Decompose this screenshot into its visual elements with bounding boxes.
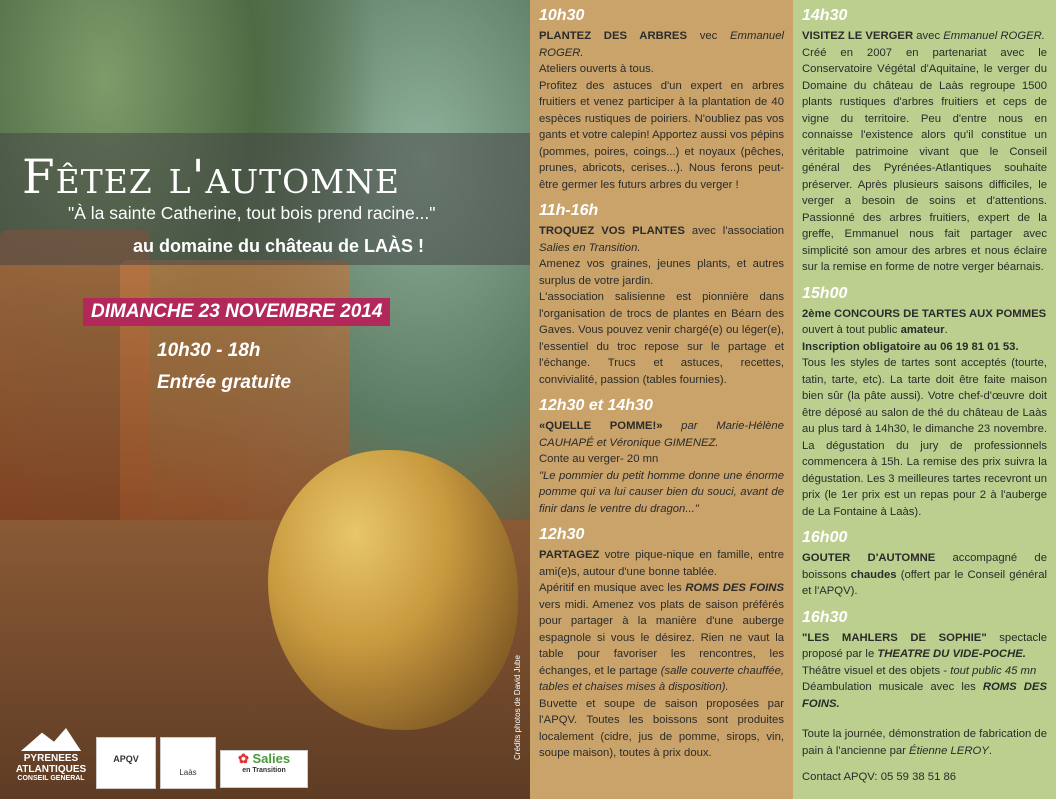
salies-logo-text: Salies [252, 751, 291, 766]
event-title: TROQUEZ VOS PLANTES [539, 225, 685, 237]
event-time: 11h-16h [539, 202, 599, 219]
event-block [539, 396, 784, 517]
poster-domain: au domaine du château de LAÀS ! [133, 236, 425, 256]
event-time: 16h30 [802, 608, 848, 626]
footer-block [802, 726, 1047, 786]
event-text: Conte au verger- 20 mn [539, 453, 659, 465]
registration-phone: Inscription obligatoire au 06 19 81 01 53. [802, 340, 1019, 353]
event-block [539, 6, 784, 193]
event-time: 10h30 [539, 7, 585, 24]
event-text: spectacle proposé par le [802, 631, 1047, 660]
event-time: 15h00 [802, 284, 848, 302]
event-text: avec [913, 30, 944, 42]
event-text: par [662, 420, 717, 432]
photo-credit: Crédits photos de David Jube [513, 655, 522, 760]
event-title: PLANTEZ DES ARBRES [539, 30, 688, 42]
event-description: "Le pommier du petit homme donne une énorme pomme qui va lui causer bien du souci, avant de finir dans le ventre du dragon..." [539, 469, 784, 515]
pyrenees-logo-subtext: CONSEIL GENERAL [17, 775, 85, 782]
event-text: ouvert à tout public [802, 324, 901, 336]
event-description: Buvette et soupe de saison proposées par l'APQV. Toutes les boissons sont produites localement (cidre, jus de pomme, sirops, vin, soupe maison), toutes à prix doux. [539, 697, 784, 759]
footer-text: Toute la journée, démonstration de fabrication de pain à l'ancienne par [802, 728, 1047, 757]
poster-date: DIMANCHE 23 NOVEMBRE 2014 [83, 298, 390, 326]
event-block [539, 525, 784, 762]
event-block [802, 608, 1047, 713]
event-text: Ateliers ouverts à tous. [539, 63, 654, 75]
event-text: amateur [900, 324, 945, 336]
event-text: (offert par le Conseil général et l'APQV). [802, 568, 1047, 597]
event-note: (salle couverte chauffée, tables et chaises mises à disposition). [539, 664, 784, 693]
baker-name: Étienne LEROY [909, 744, 989, 757]
event-host: Marie-Hélène CAUHAPÉ et Véronique GIMENEZ. [539, 420, 784, 449]
event-host: Salies en Transition. [539, 241, 641, 254]
flower-icon: ✿ [237, 751, 249, 766]
event-block [802, 6, 1047, 276]
footer-text: . [988, 744, 992, 757]
theatre-name: THEATRE DU VIDE-POCHE. [877, 648, 1026, 660]
event-description: Profitez des astuces d'un expert en arbres fruitiers et venez participer à la plantation de 40 espèces rustiques de poiriers. N'oubliez pas vos gants et votre calepin! Apportez aussi vos pépins (pommes, poires, coings...) et noyaux (pêches, prunes, abricots, cerises...). Nous ferons peut-être germer les futurs arbres du verger ! [539, 79, 784, 191]
poster-quote: "À la sainte Catherine, tout bois prend racine..." [68, 203, 436, 223]
event-description: Créé en 2007 en partenariat avec le Conservatoire Végétal d'Aquitaine, le verger du Domaine du château de Laàs regroupe 1500 plants rustiques d'arbres fruitiers et ceps de vigne du territoire. Peu d'entre nous en connaisse l'existence alors qu'il constitue un véritable patrimoine vivant que le Conseil général des Pyrénées-Atlantiques souhaite préserver. Après plusieurs saisons difficiles, le verger a besoin de soins et d'attentions. Passionné des arbres fruitiers, expert de la greffe, Emmanuel nous fait partager avec simplicité son amour des arbres et nous éclaire sur la remise en forme de notre verger béarnais. [802, 46, 1047, 273]
event-time: 14h30 [802, 7, 848, 24]
event-text: Apéritif en musique avec les [539, 582, 686, 594]
event-block [802, 528, 1047, 600]
poster-hours: 10h30 - 18h [157, 340, 261, 361]
event-text: accompagné de boissons [802, 552, 1047, 581]
event-text: vers midi. Amenez vos plats de saison préférés pour partager à la manière d'une auberge espagnole si vous le désirez. Rien ne vaut la table pour favoriser les rencontres, les échanges, et le partage [539, 598, 784, 677]
event-block [539, 201, 784, 388]
event-time: 12h30 et 14h30 [539, 397, 653, 414]
poster-entry: Entrée gratuite [157, 372, 292, 393]
salies-logo-subtext: en Transition [242, 767, 286, 774]
event-block [802, 284, 1047, 521]
salies-logo [220, 750, 308, 788]
event-host: Emmanuel ROGER. [943, 30, 1045, 42]
laas-logo [160, 737, 216, 789]
event-description: L'association salisienne est pionnière dans l'organisation de trocs de plantes en Béarn des Gaves. Vous pouvez venir chargé(e) ou léger(e), l'essentiel du troc repose sur le partage et l'échange. Trucs et astuces, recettes, convivialité, passion (tables fournies). [539, 291, 784, 386]
event-text: avec l'association [684, 225, 784, 237]
event-title: VISITEZ LE VERGER [802, 30, 914, 42]
poster-title: Fêtez l'automne [22, 150, 400, 205]
event-text: Déambulation musicale avec les [802, 681, 983, 693]
event-title: GOUTER D'AUTOMNE [802, 552, 936, 564]
event-title: PARTAGEZ [539, 549, 600, 561]
laas-logo-text: Laàs [179, 768, 197, 777]
event-text: chaudes [850, 568, 897, 581]
event-text: Amenez vos graines, jeunes plants, et autres surplus de votre jardin. [539, 258, 784, 287]
event-text: . [944, 324, 948, 336]
contact-phone: Contact APQV: 05 59 38 51 86 [802, 771, 957, 783]
program-column-middle [530, 0, 793, 799]
event-text: vec [687, 30, 730, 42]
apqv-logo-text: APQV [113, 754, 139, 764]
pyrenees-logo [12, 728, 90, 788]
event-text: Théâtre visuel et des objets - [802, 664, 951, 677]
mountain-icon [21, 728, 81, 751]
event-text: tout public 45 mn [950, 664, 1037, 677]
event-time: 16h00 [802, 529, 848, 546]
pyrenees-logo-text: PYRENEES ATLANTIQUES [15, 753, 87, 775]
event-time: 12h30 [539, 526, 585, 543]
band-name: ROMS DES FOINS [685, 582, 785, 594]
event-title: 2ème CONCOURS DE TARTES AUX POMMES [802, 307, 1047, 320]
event-host: Emmanuel ROGER. [539, 30, 784, 59]
band-name: ROMS DES FOINS. [802, 681, 1048, 710]
event-description: Tous les styles de tartes sont acceptés (tourte, tatin, tarte, etc). La tarte doit être faite maison bien sûr (la pâte aussi). Votre chef-d'œuvre doit être déposé au salon de thé du château de Laàs au plus tard à 14h30, le dimanche 23 novembre. La dégustation du jury de professionnels commencera à 15h. La remise des prix suivra la dégustation. Les 3 meilleures tartes recevront un prix (le 1er prix est un repas pour 2 à l'auberge de La Fontaine à Laàs). [802, 357, 1047, 518]
event-title: "LES MAHLERS DE SOPHIE" [802, 631, 987, 644]
apqv-logo [96, 737, 156, 789]
program-column-right [793, 0, 1056, 799]
event-title: «QUELLE POMME!» [539, 420, 663, 432]
event-text: votre pique-nique en famille, entre ami(e)s, autour d'une bonne tablée. [539, 549, 784, 578]
